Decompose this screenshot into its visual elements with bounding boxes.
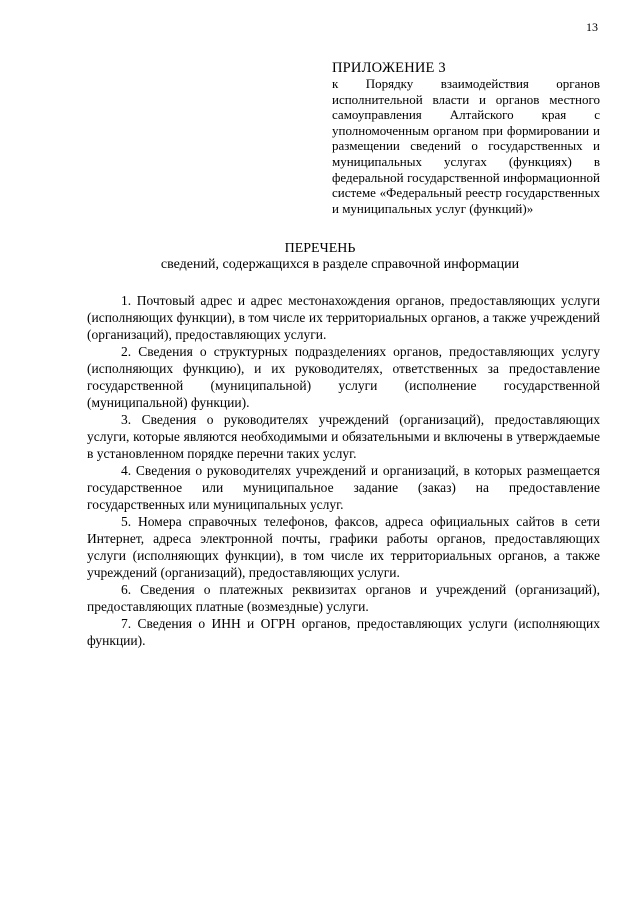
list-item-1: 1. Почтовый адрес и адрес местонахождения органов, предоставляющих услуги (исполняющих функции), в том числе их территориальных органов, а также учреждений (организаций), предоставляющих услуги.: [87, 293, 600, 342]
appendix-block: [332, 60, 600, 216]
list-item-7: 7. Сведения о ИНН и ОГРН органов, предоставляющих услуги (исполняющих функции).: [87, 616, 600, 648]
appendix-text: к Порядку взаимодействия органов исполнительной власти и органов местного самоуправления Алтайского края с уполномоченным органом при формировании и размещении сведений о государственных и муниципальных услугах (функциях) в федеральной государственной информационной системе «Федеральный реестр государственных и муниципальных услуг (функций)»: [332, 76, 600, 216]
list-title: ПЕРЕЧЕНЬ: [284, 241, 356, 256]
list-item-4: 4. Сведения о руководителях учреждений и организаций, в которых размещается государственное или муниципальное задание (заказ) на предоставление государственных или муниципальных услуг.: [87, 463, 600, 512]
page-number: 13: [586, 20, 598, 34]
list-subtitle: сведений, содержащихся в разделе справочной информации: [160, 257, 520, 272]
list-item-3: 3. Сведения о руководителях учреждений (организаций), предоставляющих услуги, которые являются необходимыми и обязательными и включены в утверждаемые в установленном порядке перечни таких услуг.: [87, 412, 600, 461]
appendix-title: ПРИЛОЖЕНИЕ 3: [332, 60, 446, 76]
list-heading: [0, 241, 640, 273]
list-item-6: 6. Сведения о платежных реквизитах органов и учреждений (организаций), предоставляющих платные (возмездные) услуги.: [87, 582, 600, 614]
list-item-2: 2. Сведения о структурных подразделениях органов, предоставляющих услугу (исполняющих функцию), и их руководителях, ответственных за предоставление государственной (муниципальной) услуги (исполнение государственной (муниципальной) функции).: [87, 344, 600, 410]
items-list: [87, 292, 600, 649]
list-item-5: 5. Номера справочных телефонов, факсов, адреса официальных сайтов в сети Интернет, адреса электронной почты, графики работы органов, предоставляющих услуги (исполняющих функции), в том числе их территориальных органов, а также учреждений (организаций), предоставляющих услуги.: [87, 514, 600, 580]
